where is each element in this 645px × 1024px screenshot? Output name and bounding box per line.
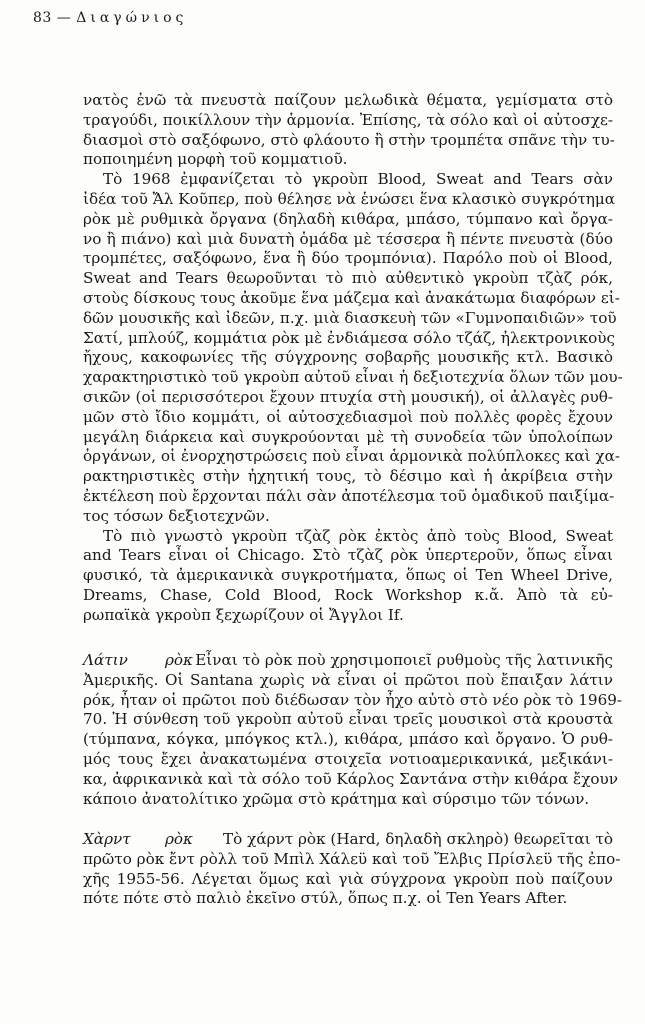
text-line: Εἶναι τὸ ρὸκ ποὺ χρησιμοποιεῖ ρυθμοὺς τῆς λατινικῆς <box>195 651 613 669</box>
text-line: Dreams, Chase, Cold Blood, Rock Workshop κ.ἄ. Ἀπὸ τὰ εὐ- <box>83 585 613 604</box>
text-line: νατὸς ἐνῶ τὰ πνευστὰ παίζουν μελωδικὰ θέματα, γεμίσματα στὸ <box>83 91 613 109</box>
text-line: ρακτηριστικὲς στὴν ἠχητική τους, τὸ δέσιμο καὶ ἡ ἀκρίβεια στὴν <box>83 467 613 486</box>
text-line: σικῶν (οἱ περισσότεροι ἔχουν πτυχία στὴ μουσική), οἱ ἀλλαγὲς ρυθ- <box>83 387 613 406</box>
text-line: Σατί, μπλούζ, κομμάτια ρὸκ μὲ ἐνδιάμεσα σόλο τζάζ, ἠλεκτρονικοὺς <box>83 328 615 347</box>
text-line: ρὸκ μὲ ρυθμικὰ ὄργανα (δηλαδὴ κιθάρα, μπάσο, τύμπανο καὶ ὄργα- <box>83 209 613 228</box>
text-line: ποποιημένη μορφὴ τοῦ κομματιοῦ. <box>83 150 348 169</box>
text-line: χαρακτηριστικὸ τοῦ γκροὺπ αὐτοῦ εἶναι ἡ δεξιοτεχνία ὅλων τῶν μου- <box>83 368 623 387</box>
text-line: νο ἢ πιάνο) καὶ μιὰ δυνατὴ ὁμάδα μὲ τέσσερα ἢ πέντε πνευστὰ (δύο <box>83 229 613 248</box>
text-line: τρομπέτες, σαξόφωνο, ἕνα ἢ δύο τρομπόνια). Παρόλο ποὺ οἱ Blood, <box>83 249 613 268</box>
entry-term: Χὰρντ ρὸκ <box>83 830 193 848</box>
text-line: χῆς 1955-56. Λέγεται ὅμως καὶ γιὰ σύγχρονα γκροὺπ ποὺ παίζουν <box>83 869 613 888</box>
text-line: ὀργάνων, οἱ ἐνορχηστρώσεις ποὺ εἶναι ἁρμονικὰ πολύπλοκες καὶ χα- <box>83 447 620 466</box>
entry-first-line <box>83 830 613 850</box>
text-line: φυσικό, τὰ ἀμερικανικὰ συγκροτήματα, ὅπως οἱ Ten Wheel Drive, <box>83 566 613 585</box>
running-header <box>33 10 187 26</box>
text-line: Τὸ χάρντ ρὸκ (Hard, δηλαδὴ σκληρὸ) θεωρεῖται τὸ <box>223 830 613 848</box>
text-line: μῶν στὸ ἴδιο κομμάτι, οἱ αὐτοσχεδιασμοὶ ποὺ πολλὲς φορὲς ἔχουν <box>83 407 613 426</box>
text-line: 70. Ἡ σύνθεση τοῦ γκροὺπ αὐτοῦ εἶναι τρεῖς μουσικοὶ στὰ κρουστὰ <box>83 710 613 729</box>
body-text-jazz-rock <box>83 91 623 626</box>
text-line: κάποιο ἀνατολίτικο χρῶμα στὸ κράτημα καὶ σύρσιμο τῶν τόνων. <box>83 789 590 808</box>
header-dash: — <box>56 10 72 26</box>
running-title: Διαγώνιος <box>76 10 188 26</box>
text-line: ἐκτέλεση ποὺ ἔρχονται πάλι σὰν ἀποτέλεσμα τοῦ ὁμαδικοῦ παιξίμα- <box>83 486 615 505</box>
entry-first-line <box>83 651 613 671</box>
text-line: Τὸ 1968 ἐμφανίζεται τὸ γκροὺπ Blood, Sweat and Tears σὰν <box>103 170 613 189</box>
text-line: στοὺς δίσκους τους ἀκοῦμε ἕνα μάζεμα καὶ ἀνακάτωμα διαφόρων εἰ- <box>83 288 620 307</box>
text-line: τραγούδι, ποικίλλουν τὴν ἁρμονία. Ἐπίσης, τὰ σόλο καὶ οἱ αὐτοσχε- <box>83 110 614 129</box>
text-line: μεγάλη διάρκεια καὶ συγκρούονται μὲ τὴ συνοδεία τῶν ὑπολοίπων <box>83 427 613 446</box>
text-line: τος τόσων δεξιοτεχνῶν. <box>83 506 270 525</box>
entry-hard-rock <box>83 830 621 909</box>
text-line: ἰδέα τοῦ Ἄλ Κοῦπερ, ποὺ θέλησε νὰ ἑνώσει ἕνα κλασικὸ συγκρότημα <box>83 189 615 208</box>
text-line: κα, ἀφρικανικὰ καὶ τὰ σόλο τοῦ Κάρλος Σαντάνα στὴν κιθάρα ἔχουν <box>83 769 619 788</box>
entry-term: Λάτιν ρὸκ <box>83 651 193 669</box>
text-line: ρωπαϊκὰ γκροὺπ ξεχωρίζουν οἱ Ἄγγλοι If. <box>83 605 404 624</box>
text-line: (τύμπανα, κόγκα, μπόγκος κτλ.), κιθάρα, μπάσο καὶ ὄργανο. Ὁ ρυθ- <box>83 730 613 749</box>
text-line: Ἀμερικῆς. Οἱ Santana χωρὶς νὰ εἶναι οἱ πρῶτοι ποὺ ἔπαιξαν λάτιν <box>83 670 613 689</box>
entry-latin-rock <box>83 651 623 809</box>
text-line: διασμοὶ στὸ σαξόφωνο, στὸ φλάουτο ἢ στὴν τρομπέτα σπᾶνε τὴν τυ- <box>83 130 615 149</box>
text-line: ρόκ, ἦταν οἱ πρῶτοι ποὺ διέδωσαν τὸν ἦχο αὐτὸ στὸ νέο ρὸκ τὸ 1969- <box>83 690 623 709</box>
text-line: Τὸ πιὸ γνωστὸ γκροὺπ τζὰζ ρὸκ ἐκτὸς ἀπὸ τοὺς Blood, Sweat <box>103 526 613 545</box>
text-line: and Tears εἶναι οἱ Chicago. Στὸ τζὰζ ρὸκ ὑπερτεροῦν, ὅπως εἶναι <box>83 546 613 565</box>
text-line: πότε πότε στὸ παλιὸ ἐκεῖνο στύλ, ὅπως π.χ. οἱ Ten Years After. <box>83 889 568 908</box>
text-line: δῶν μουσικῆς καὶ ἰδεῶν, π.χ. μιὰ διασκευὴ τῶν «Γυμνοπαιδιῶν» τοῦ <box>83 308 617 327</box>
text-line: πρῶτο ρὸκ ἔντ ρὸλλ τοῦ Μπὶλ Χάλεϋ καὶ τοῦ Ἔλβις Πρίσλεϋ τῆς ἐπο- <box>83 849 621 868</box>
page-number: 83 <box>33 10 52 26</box>
text-line: μός τους ἔχει ἀνακατωμένα στοιχεῖα νοτιοαμερικανικά, μεξικάνι- <box>83 749 613 768</box>
text-line: Sweat and Tears θεωροῦνται τὸ πιὸ αὐθεντικὸ γκροὺπ τζὰζ ρόκ, <box>83 269 613 288</box>
text-line: ἤχους, κακοφωνίες τῆς σύγχρονης σοβαρῆς μουσικῆς κτλ. Βασικὸ <box>83 348 613 367</box>
